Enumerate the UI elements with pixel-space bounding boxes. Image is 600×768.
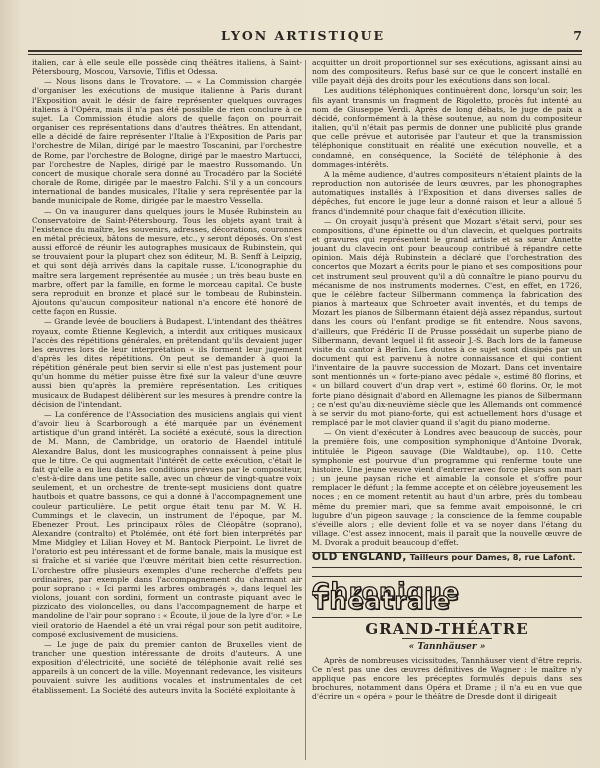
advertisement <box>312 553 582 562</box>
right-paragraph-4: — On croyait jusqu'à présent que Mozart s'était servi, pour ses compositions, d'une épinette ou d'un clavecin, et quelques portraits et gravures qui représentent le grand artiste et sa sœur Annette jouant du clavecin ont pour beaucoup contribué à répandre cette opinion. Mais déjà Rubinstein a déclaré que l'orchestration des concertos que Mozart a écrits pour le piano et ses compositions pour cet instrument seul prouvent qu'il a dû connaître le piano pourvu du mécanisme de nos instruments modernes. C'est, en effet, en 1726, que le célèbre facteur Silbermann commença la fabrication des pianos à marteaux que Schroeter avait inventés, et du temps de Mozart les pianos de Silbermann étaient déjà assez répandus, surtout dans les cours où l'enfant prodige se fit entendre. Nous savons, d'ailleurs, que Frédéric II de Prusse possédait un superbe piano de Silbermann, devant lequel il fit asseoir J.-S. Bach lors de la fameuse visite du cantor à Berlin. Les doutes à ce sujet sont dissipés par un document qui est parvenu à notre connaissance et qui contient l'inventaire de la pauvre succession de Mozart. Dans cet inventaire sont mentionnés un « forte-piano avec pédale », estimé 80 florins, et « un billard couvert d'un drap vert », estimé 60 florins. Or, le mot forte piano désignait d'abord en Allemagne les pianos de Silbermann ; ce n'est qu'au dix-neuvième siècle que les Allemands ont commencé à se servir du mot piano-forte, qui est actuellement hors d'usage et remplacé par le mot clavier quand il s'agit du piano moderne. <box>312 216 582 428</box>
header-rule <box>28 50 582 52</box>
page-header <box>24 28 582 48</box>
section-title: GRAND-THÉATRE <box>365 620 529 639</box>
left-paragraph-1: italien, car à elle seule elle possède cinq théâtres italiens, à Saint-Pétersbourg, Moscou, Varsovie, Tiflis et Odessa. <box>32 58 302 77</box>
advertisement-text: Tailleurs pour Dames, 8, rue Lafont. <box>409 552 576 563</box>
page-number: 7 <box>573 28 582 43</box>
running-title: LYON ARTISTIQUE <box>220 28 386 43</box>
left-paragraph-5: — La conférence de l'Association des musiciens anglais qui vient d'avoir lieu à Scarborough a été marquée par un événement artistique d'un grand intérêt. La société a exécuté, sous la direction de M. Mann, de Cambridge, un oratorio de Haendel intitulé Alexandre Balus, dont les musicographes connaissent à peine plus que le titre. Ce qui augmentait l'intérêt de cette exécution, c'était le fait qu'elle a eu lieu dans les conditions prévues par le compositeur, c'est-à-dire dans une petite salle, avec un chœur de vingt-quatre voix seulement, et un orchestre de trente-sept musiciens dont quatre hautbois et quatre bassons, ce qui a donné à l'accompagnement une couleur particulière. Le petit orgue était tenu par M. W. H. Cummings et le clavecin, un instrument de l'époque, par M. Ebenezer Prout. Les principaux rôles de Cléopâtre (soprano), Alexandre (contralto) et Ptolémée, ont été fort bien interprétés par Mme Midgley et Lilian Hovey et M. Bantock Pierpoint. Le livret de l'oratorio est peu intéressant et de forme banale, mais la musique est si fraîche et si variée que l'œuvre méritait bien cette résurrection. L'orchestre offre plusieurs exemples d'une recherche d'effets peu ordinaires, par exemple dans l'accompagnement du charmant air pour soprano : « Ici parmi les arbres ombragés », dans lequel les violons, jouant con sordini, forment un contraste piquant avec le pizzicato des violoncelles, ou dans l'accompagnement de harpe et mandoline de l'air pour soprano : « Écoute, il joue de la lyre d'or. » Le vieil oratorio de Haendel a été un vrai régal pour son petit auditoire, composé exclusivement de musiciens. <box>32 409 302 639</box>
chronique-banner <box>312 576 582 618</box>
right-column <box>312 58 582 760</box>
advertisement-rule-bottom <box>312 567 582 568</box>
right-paragraph-2: Les auditions téléphoniques continuèrent donc, lorsqu'un soir, les fils ayant transmis un fragment de Rigoletto, procès fut intenté au nom de Giuseppe Verdi. Après de long débats, le juge de paix a décidé, conformément à la thèse soutenue, au nom du compositeur italien, qu'il n'était pas permis de donner une publicité plus grande que celle prévue et autorisée par l'auteur et que la transmission téléphonique constituait en réalité une exécution nouvelle, et a condamné, en conséquence, la Société de téléphonie à des dommages-intérêts. <box>312 86 582 169</box>
left-column <box>32 58 302 760</box>
chronique-paragraph: Après de nombreuses vicissitudes, Tannhäuser vient d'être repris. Ce n'est pas une des œuvres définitives de Wagner : le maître n'y applique pas encore les préceptes formulés depuis dans ses brochures, notamment dans Opéra et Drame ; il n'a eu en vue que d'écrire un « opéra » pour le théâtre de Dresde dont il dirigeait <box>312 655 582 702</box>
left-paragraph-6: — Le juge de paix du premier canton de Bruxelles vient de trancher une question intéressante de droits d'auteurs. A une exposition d'électricité, une société de téléphonie avait relié ses appareils à un concert de la ville. Moyennant redevance, les visiteurs pouvaient suivre les auditions vocales et instrumentales de cet établissement. La Société des auteurs invita la Société exploitante à <box>32 639 302 695</box>
left-paragraph-2: — Nous lisons dans le Trovatore. — « La Commission chargée d'organiser les exécutions de musique italienne à Paris durant l'Exposition avait le désir de faire représenter quelques ouvrages italiens à l'Opéra, mais il n'a pas été possible de rien conclure à ce sujet. La Commission étudie alors de quelle façon on pourrait organiser ces représentations dans d'autres théâtres. En attendant, elle a décidé de faire représenter l'Italie à l'Exposition de Paris par l'orchestre de Milan, dirigé par le maestro Toscanini, par l'orchestre de Rome, par l'orchestre de Bologne, dirigé par le maestro Martucci, par l'orchestre de Naples, dirigé par le maestro Russomando. Un concert de musique chorale sera donné au Trocadéro par la Société chorale de Rome, dirigée par le maestro Falchi. S'il y a un concours international de bandes musicales, l'Italie y sera représentée par la bande municipale de Rome, dirigée par le maestro Vessella. <box>32 77 302 206</box>
section-subtitle: « Tannhäuser » <box>408 641 486 652</box>
right-paragraph-5: — On vient d'exécuter à Londres avec beaucoup de succès, pour la première fois, une composition symphonique d'Antoine Dvorak, intitulée le Pigeon sauvage (Die Waldtaube), op. 110. Cette symphonie est pourvue d'un programme qui renferme toute une histoire. Une jeune veuve vient d'enterrer avec force pleurs son mari ; un jeune paysan riche et aimable la console et s'offre pour remplacer le défunt ; la femme accepte et on célèbre joyeusement les noces ; en ce moment retentit au haut d'un arbre, près du tombeau même du premier mari, que sa femme avait empoisonné, le cri lugubre d'un pigeon sauvage ; la conscience de la femme coupable s'éveille alors ; elle devient folle et va se noyer dans l'étang du village. C'est assez innocent, mais il paraît que la nouvelle œuvre de M. Dvorak a produit beaucoup d'effet. <box>312 428 582 548</box>
chronique-heading: Chronique Théatrale <box>312 578 460 616</box>
advertisement-brand: OLD ENGLAND, <box>312 551 407 564</box>
header-rule-thin <box>28 54 582 55</box>
left-paragraph-3: — On va inaugurer dans quelques jours le Musée Rubinstein au Conservatoire de Saint-Pétersbourg. Tous les objets ayant trait à l'existence du maître, les souvenirs, adresses, décorations, couronnes en métal précieux, bâtons de mesure, etc., y seront déposés. On s'est aussi efforcé de réunir les autographes musicaux de Rubinstein, qui se trouvaient pour la plupart chez son éditeur, M. B. Senff à Leipzig, et qui sont déjà arrivés dans la capitale russe. L'iconographie du maître sera largement représentée au musée ; un très beau buste en marbre, offert par la famille, en forme le morceau capital. Ce buste sera reproduit en bronze et placé sur le tombeau de Rubinstein. Ajoutons qu'aucun compositeur national n'a encore été honoré de cette façon en Russie. <box>32 206 302 317</box>
right-paragraph-3: A la même audience, d'autres compositeurs n'étaient plaints de la reproduction non autorisée de leurs œuvres, par les phonographes automatiques installés à l'Exposition et dans diverses salles de dépêches, fut encore le juge leur a donné raison et leur a alloué 5 francs d'indemnité pour chaque fait d'exécution illicite. <box>312 169 582 216</box>
right-paragraph-1: acquitter un droit proportionnel sur ses exécutions, agissant ainsi au nom des compositeurs. Refus basé sur ce que le concert installé en ville payait déjà des droits pour les exécutions dans son local. <box>312 58 582 86</box>
column-separator <box>305 60 306 760</box>
left-paragraph-4: — Grande levée de boucliers à Budapest. L'intendant des théâtres royaux, comte Étienne Keglevich, a interdit aux critiques musicaux l'accès des répétitions générales, en prétendant qu'ils devaient juger les œuvres lors de leur interprétation « ils forment leur jugement d'après les dites répétitions. On peut se demander à quoi la répétition générale peut bien servir si elle n'est pas justement pour qu'un homme du métier puisse être fixé sur la valeur d'une œuvre aussi bien qu'après la première représentation. Les critiques musicaux de Budapest délibèrent sur les mesures à prendre contre la décision de l'intendant. <box>32 317 302 409</box>
